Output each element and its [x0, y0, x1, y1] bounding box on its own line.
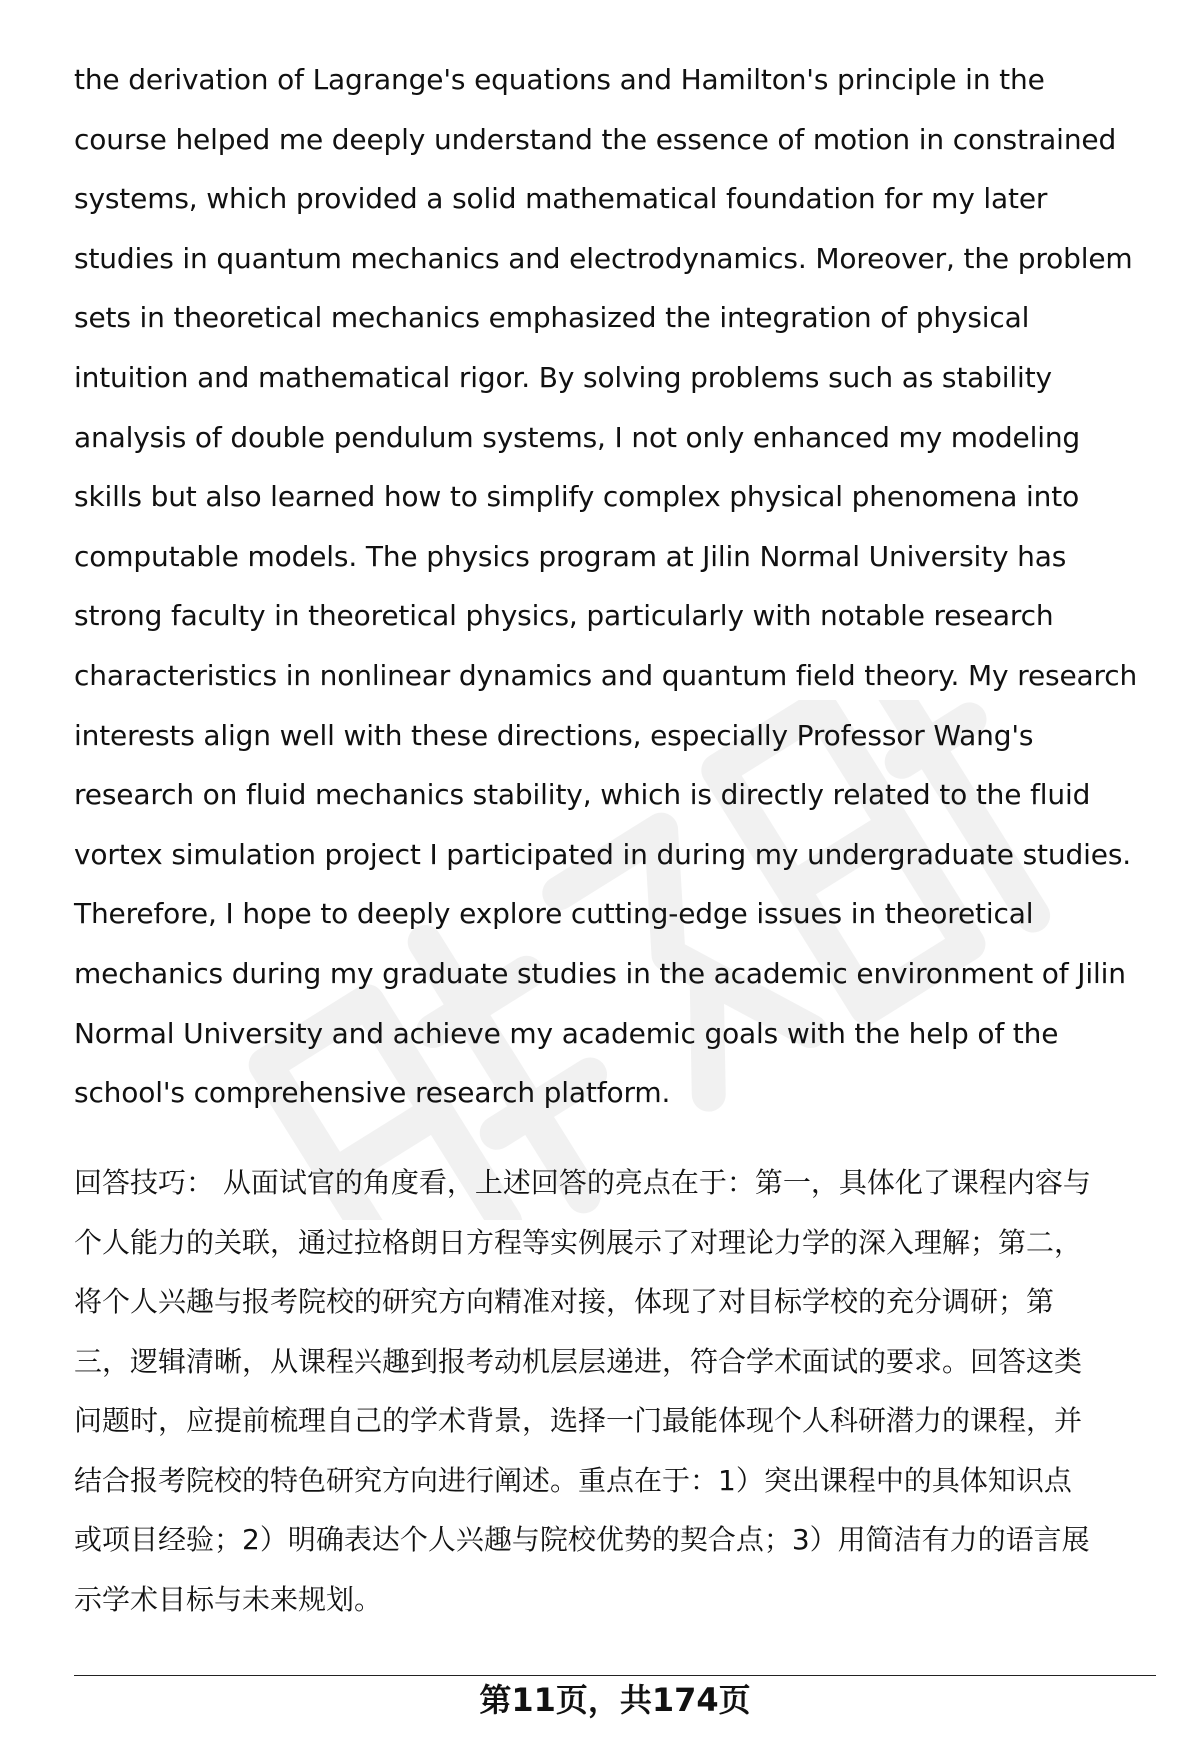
tips-line: 三，逻辑清晰，从课程兴趣到报考动机层层递进，符合学术面试的要求。回答这类 — [74, 1344, 1083, 1378]
body-line: sets in theoretical mechanics emphasized the integration of physical — [74, 301, 1030, 335]
body-line: systems, which provided a solid mathematical foundation for my later — [74, 182, 1048, 216]
tips-line: 问题时，应提前梳理自己的学术背景，选择一门最能体现个人科研潜力的课程，并 — [74, 1404, 1083, 1437]
tips-line: 将个人兴趣与报考院校的研究方向精准对接，体现了对目标学校的充分调研；第 — [74, 1285, 1055, 1318]
body-line: strong faculty in theoretical physics, particularly with notable research — [74, 599, 1054, 633]
body-line: skills but also learned how to simplify complex physical phenomena into — [74, 480, 1080, 514]
body-line: Normal University and achieve my academic goals with the help of the — [74, 1016, 1059, 1050]
body-line: course helped me deeply understand the essence of motion in constrained — [74, 122, 1117, 156]
tips-line: 示学术目标与未来规划。 — [74, 1582, 383, 1616]
body-line: analysis of double pendulum systems, I not only enhanced my modeling — [74, 420, 1081, 454]
body-line: interests align well with these directions, especially Professor Wang's — [74, 718, 1034, 752]
tips-line: 或项目经验；2）明确表达个人兴趣与院校优势的契合点；3）用简洁有力的语言展 — [74, 1523, 1090, 1556]
footer-divider — [74, 1675, 1156, 1676]
body-line: intuition and mathematical rigor. By solving problems such as stability — [74, 360, 1052, 394]
body-line: vortex simulation project I participated in during my undergraduate studies. — [74, 837, 1132, 871]
tips-line: 个人能力的关联，通过拉格朗日方程等实例展示了对理论力学的深入理解；第二， — [74, 1225, 1083, 1259]
tips-line: 回答技巧： 从面试官的角度看，上述回答的亮点在于：第一，具体化了课程内容与 — [74, 1166, 1091, 1199]
body-line: the derivation of Lagrange's equations and Hamilton's principle in the — [74, 63, 1045, 96]
tips-line: 结合报考院校的特色研究方向进行阐述。重点在于：1）突出课程中的具体知识点 — [74, 1463, 1072, 1497]
body-line: mechanics during my graduate studies in the academic environment of Jilin — [74, 956, 1126, 990]
page-number: 第11页，共174页 — [479, 1681, 751, 1719]
body-paragraph — [74, 50, 1164, 1123]
body-line: school's comprehensive research platform. — [74, 1076, 671, 1110]
body-line: computable models. The physics program at Jilin Normal University has — [74, 539, 1067, 573]
body-line: research on fluid mechanics stability, which is directly related to the fluid — [74, 778, 1091, 812]
tips-paragraph — [74, 1153, 1164, 1629]
body-line: studies in quantum mechanics and electrodynamics. Moreover, the problem — [74, 241, 1133, 275]
body-line: Therefore, I hope to deeply explore cutting-edge issues in theoretical — [74, 897, 1034, 931]
body-line: characteristics in nonlinear dynamics and quantum field theory. My research — [74, 658, 1138, 692]
